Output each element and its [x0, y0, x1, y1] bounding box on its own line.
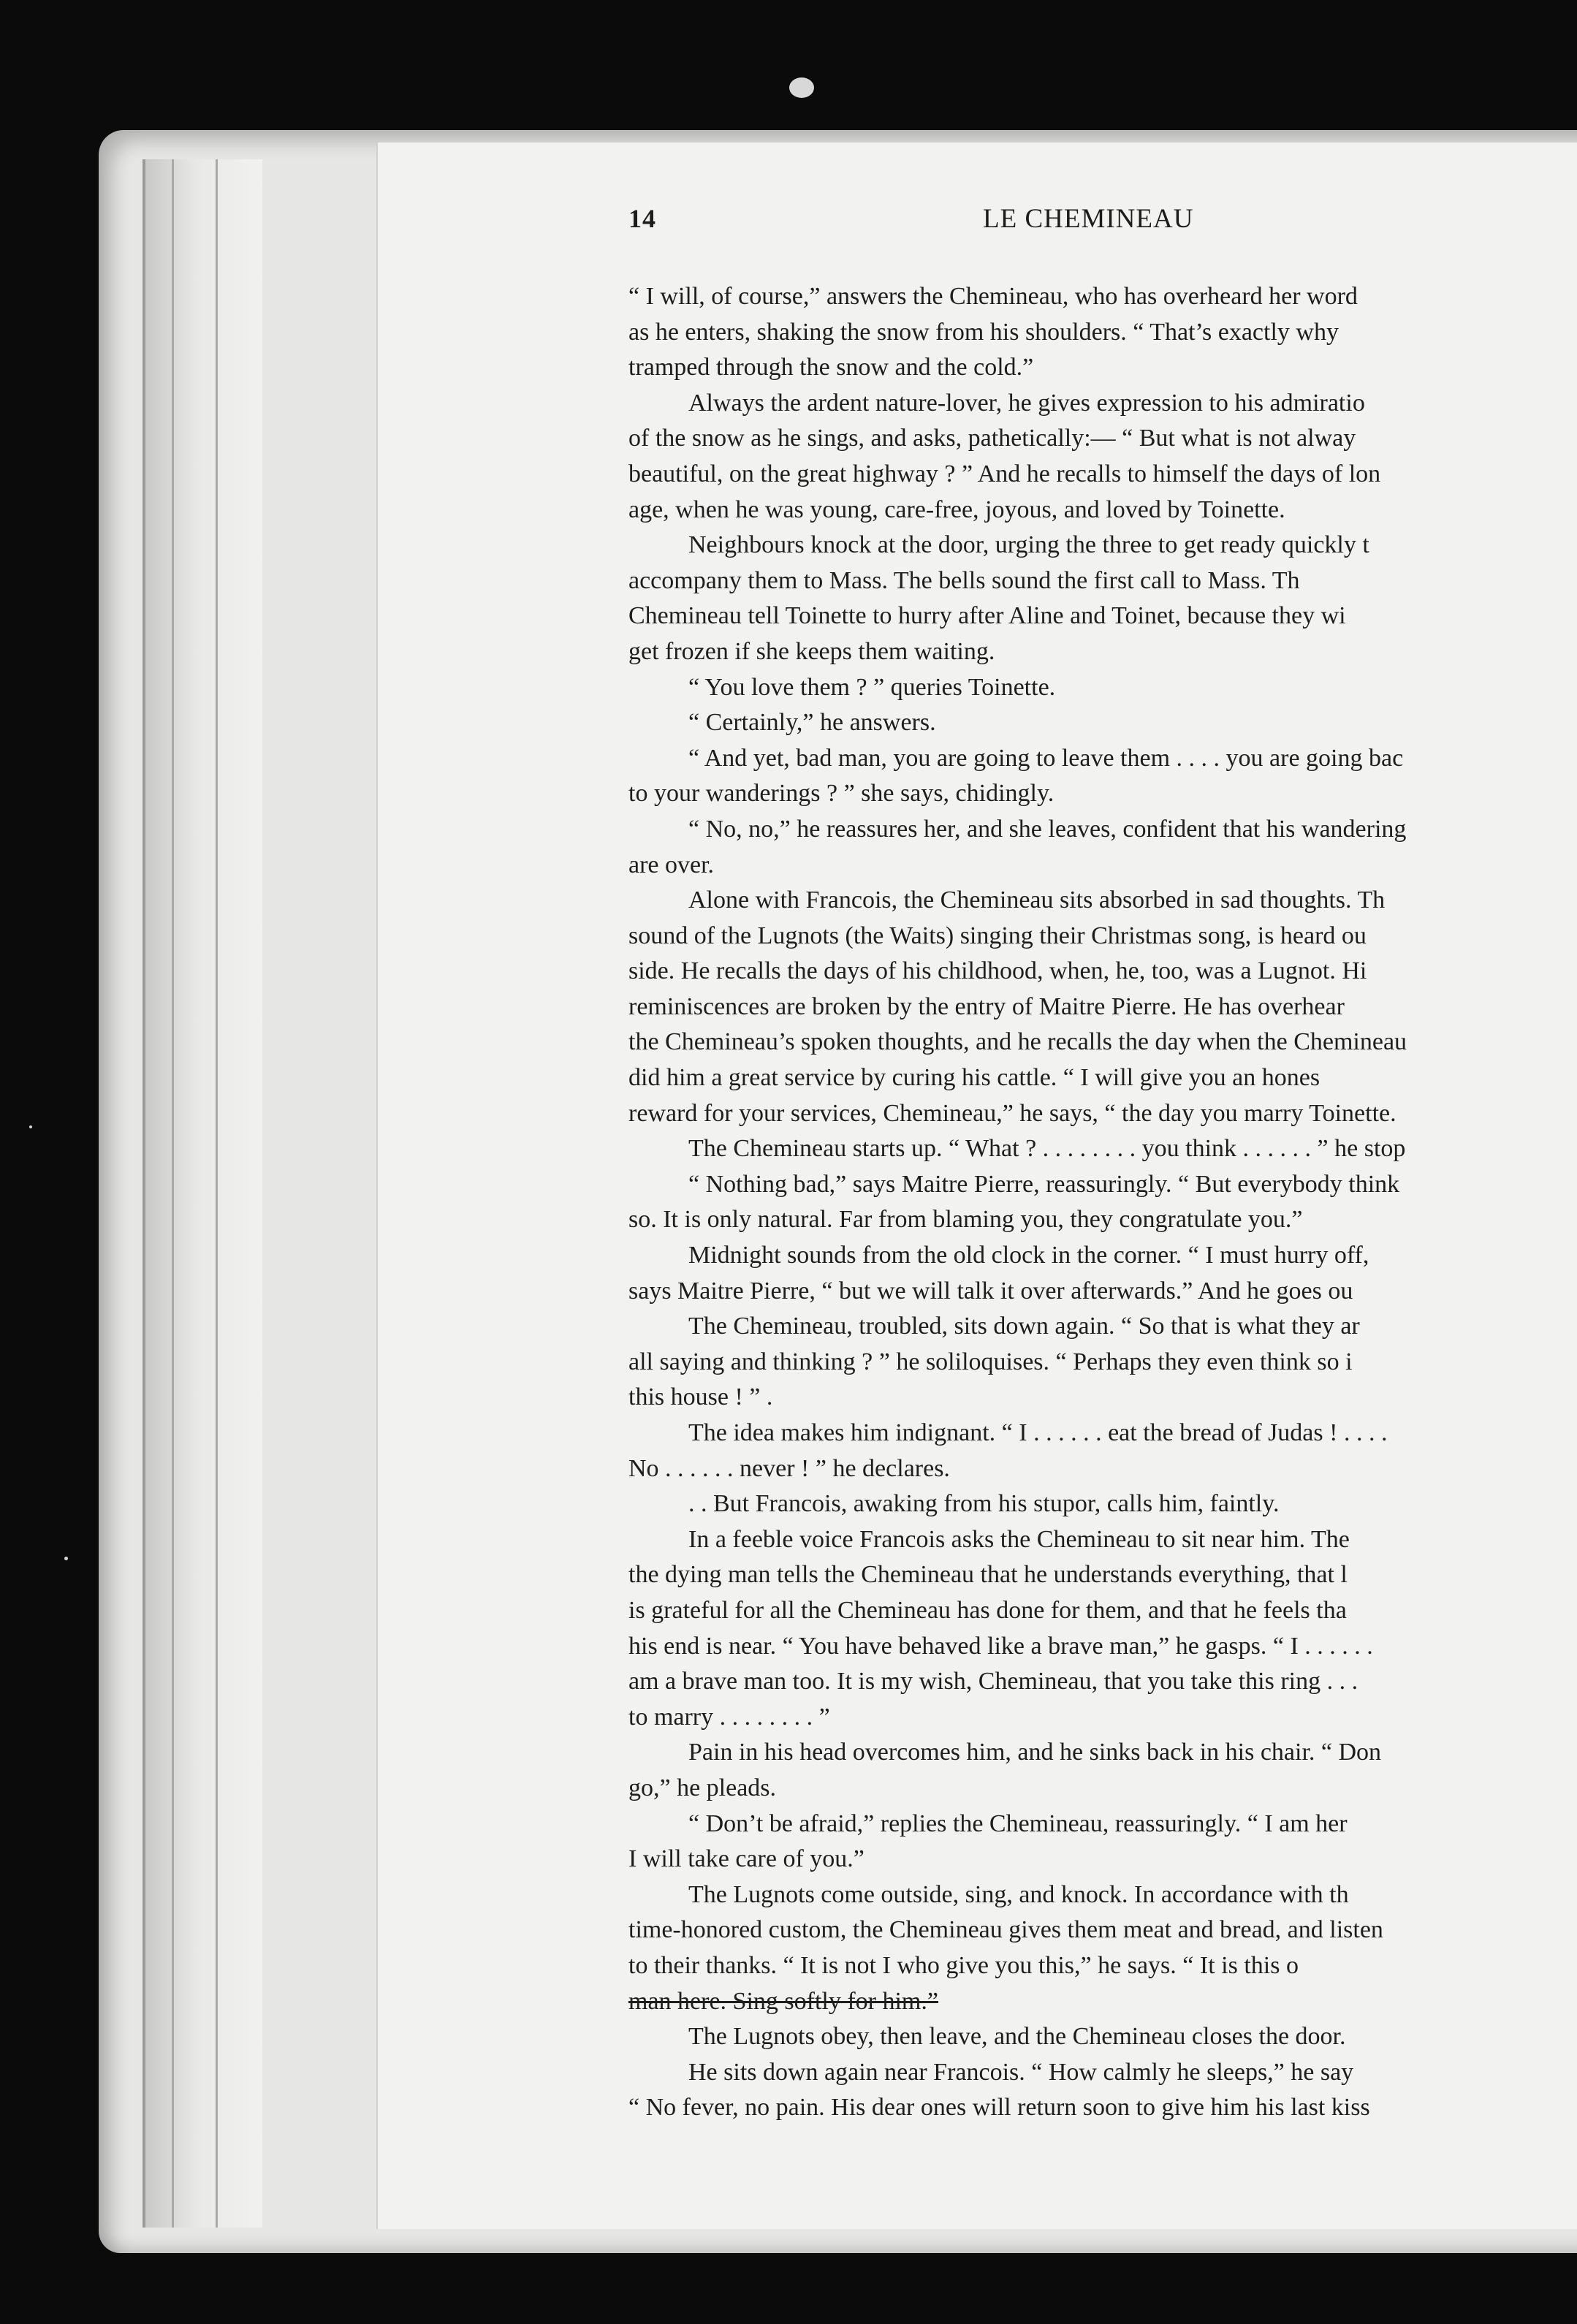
text-line: are over.	[628, 851, 715, 878]
text-line: am a brave man too. It is my wish, Chemineau, that you take this ring . . .	[628, 1668, 1358, 1695]
text-line: the Chemineau’s spoken thoughts, and he recalls the day when the Chemineau	[628, 1028, 1407, 1056]
text-line: sound of the Lugnots (the Waits) singing their Christmas song, is heard ou	[628, 922, 1367, 949]
running-title: LE CHEMINEAU	[983, 204, 1194, 234]
text-line: The Chemineau starts up. “ What ? . . . . . . . . you think . . . . . . ” he stop	[688, 1135, 1406, 1163]
text-line: did him a great service by curing his cattle. “ I will give you an hones	[628, 1064, 1320, 1092]
text-line: age, when he was young, care-free, joyous, and loved by Toinette.	[628, 495, 1285, 523]
text-line: I will take care of you.”	[628, 1845, 864, 1873]
text-line: says Maitre Pierre, “ but we will talk it over afterwards.” And he goes ou	[628, 1277, 1353, 1305]
text-line: Chemineau tell Toinette to hurry after Aline and Toinet, because they wi	[628, 602, 1346, 630]
text-line: The Chemineau, troubled, sits down again. “ So that is what they ar	[688, 1313, 1360, 1340]
text-line: “ Nothing bad,” says Maitre Pierre, reassuringly. “ But everybody think	[688, 1170, 1400, 1198]
text-line: so. It is only natural. Far from blaming you, they congratulate you.”	[628, 1206, 1303, 1234]
text-line: reward for your services, Chemineau,” he says, “ the day you marry Toinette.	[628, 1099, 1396, 1127]
body-text	[628, 279, 1577, 2126]
text-line: Alone with Francois, the Chemineau sits absorbed in sad thoughts. Th	[688, 886, 1386, 914]
text-line: get frozen if she keeps them waiting.	[628, 637, 995, 665]
text-line: Midnight sounds from the old clock in the corner. “ I must hurry off,	[688, 1242, 1369, 1269]
text-line: this house ! ” .	[628, 1383, 773, 1411]
text-line: is grateful for all the Chemineau has done for them, and that he feels tha	[628, 1596, 1347, 1624]
text-line: tramped through the snow and the cold.”	[628, 354, 1034, 381]
text-line: No . . . . . . never ! ” he declares.	[628, 1454, 950, 1482]
text-line: “ Don’t be afraid,” replies the Chemineau, reassuringly. “ I am her	[688, 1810, 1348, 1837]
dust-speck	[789, 77, 814, 98]
text-line: “ I will, of course,” answers the Chemineau, who has overheard her word	[628, 283, 1358, 310]
text-line: go,” he pleads.	[628, 1774, 777, 1801]
text-line: man here. Sing softly for him.”	[628, 1987, 938, 2015]
text-line: The Lugnots obey, then leave, and the Chemineau closes the door.	[688, 2023, 1346, 2051]
text-line: to their thanks. “ It is not I who give you this,” he says. “ It is this o	[628, 1951, 1299, 1979]
text-line: Neighbours knock at the door, urging the three to get ready quickly t	[688, 531, 1369, 559]
text-line: “ Certainly,” he answers.	[688, 709, 936, 737]
text-line: as he enters, shaking the snow from his shoulders. “ That’s exactly why	[628, 318, 1339, 346]
text-line: the dying man tells the Chemineau that he understands everything, that l	[628, 1561, 1348, 1589]
text-line: The Lugnots come outside, sing, and knock. In accordance with th	[688, 1880, 1349, 1908]
text-line: . . But Francois, awaking from his stupor, calls him, faintly.	[688, 1490, 1280, 1518]
text-line: beautiful, on the great highway ? ” And he recalls to himself the days of lon	[628, 460, 1381, 487]
text-line: The idea makes him indignant. “ I . . . . . . eat the bread of Judas ! . . . .	[688, 1419, 1388, 1446]
text-line: Pain in his head overcomes him, and he sinks back in his chair. “ Don	[688, 1739, 1382, 1766]
text-line: “ You love them ? ” queries Toinette.	[688, 673, 1056, 701]
text-line: all saying and thinking ? ” he soliloquises. “ Perhaps they even think so i	[628, 1348, 1353, 1375]
dust-speck	[64, 1557, 68, 1560]
text-line: “ And yet, bad man, you are going to leave them . . . . you are going bac	[688, 744, 1404, 772]
page-number: 14	[628, 204, 656, 233]
text-line: reminiscences are broken by the entry of Maitre Pierre. He has overhear	[628, 992, 1345, 1020]
text-line: side. He recalls the days of his childhood, when, he, too, was a Lugnot. Hi	[628, 957, 1367, 985]
text-line: time-honored custom, the Chemineau gives them meat and bread, and listen	[628, 1916, 1383, 1944]
text-line: to marry . . . . . . . . ”	[628, 1703, 830, 1731]
text-line: accompany them to Mass. The bells sound the first call to Mass. Th	[628, 566, 1300, 594]
text-line: to your wanderings ? ” she says, chidingly.	[628, 780, 1054, 808]
dust-speck	[29, 1125, 32, 1128]
text-line: In a feeble voice Francois asks the Chemineau to sit near him. The	[688, 1525, 1350, 1553]
text-line: of the snow as he sings, and asks, pathetically:— “ But what is not alway	[628, 425, 1356, 452]
text-line: his end is near. “ You have behaved like a brave man,” he gasps. “ I . . . . . .	[628, 1632, 1373, 1660]
text-line: “ No fever, no pain. His dear ones will return soon to give him his last kiss	[628, 2094, 1370, 2122]
page-header	[628, 203, 1577, 254]
text-line: Always the ardent nature-lover, he gives expression to his admiratio	[688, 389, 1365, 417]
text-line: “ No, no,” he reassures her, and she leaves, confident that his wandering	[688, 815, 1407, 843]
text-line: He sits down again near Francois. “ How calmly he sleeps,” he say	[688, 2058, 1354, 2086]
